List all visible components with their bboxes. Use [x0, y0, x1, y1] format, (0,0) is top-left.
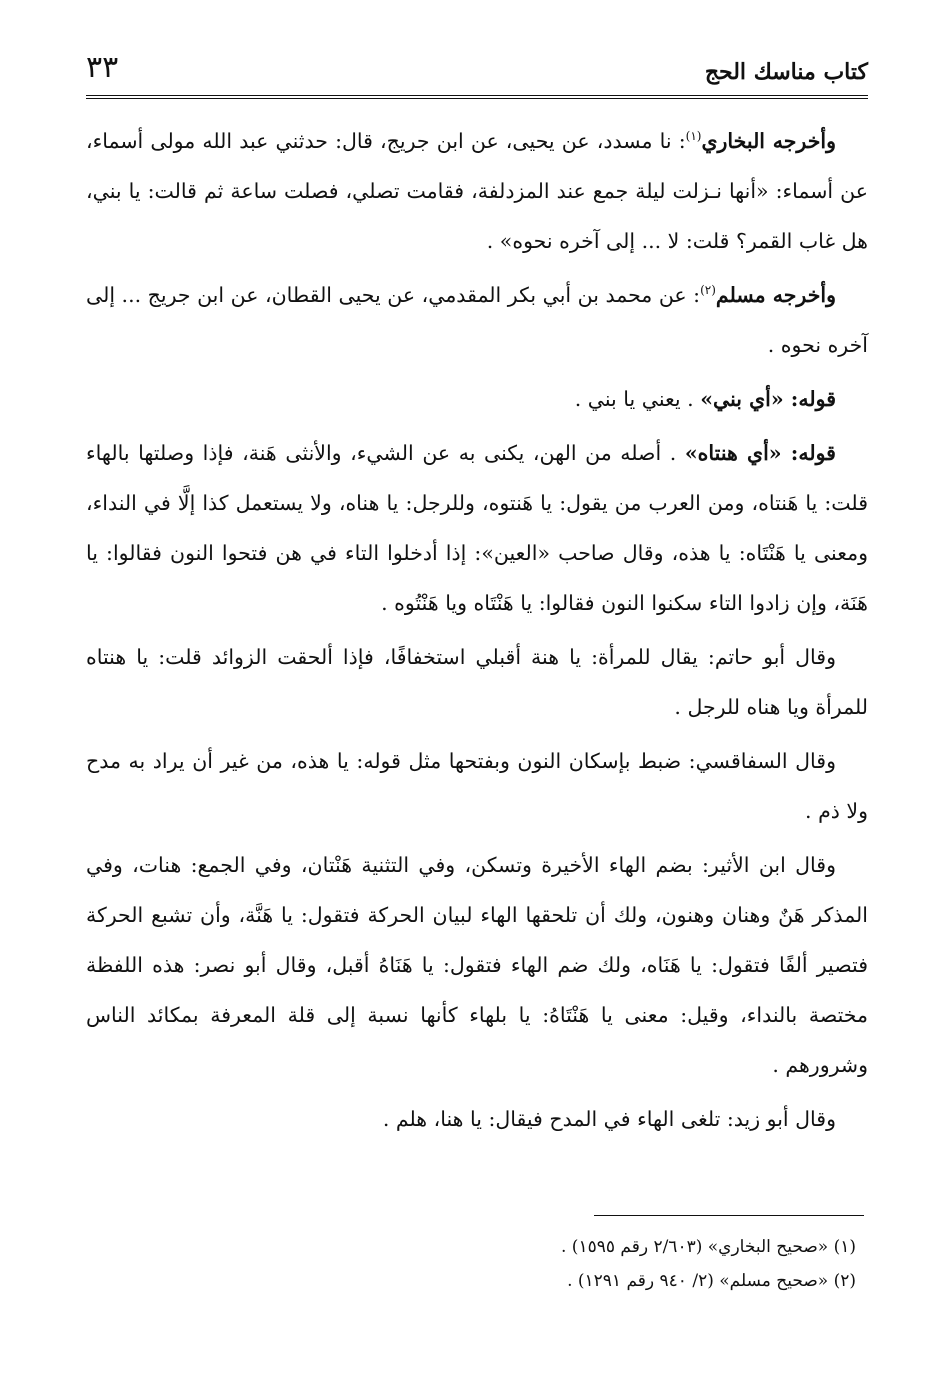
running-title: كتاب مناسك الحج — [704, 59, 868, 85]
paragraph-ibn-athir — [86, 840, 868, 1090]
paragraph-text: . أصله من الهن، يكنى به عن الشيء، والأنثى هَنة، فإذا وصلتها بالهاء قلت: يا هَنتاه، ومن العرب من يقول: يا هَنتوه، وللرجل: يا هناه، ولا يستعمل كذا إلَّا في النداء، ومعنى يا هَنْتَاه: يا هذه، وقال صاحب «العين»: إذا أدخلوا التاء في هن فتحوا النون فقالوا: يا هَنَة، وإن زادوا التاء سكنوا النون فقالوا: يا هَنْتَاه ويا هَنْتُوه . — [86, 441, 868, 615]
paragraph-lead: وأخرجه البخاري — [701, 129, 836, 153]
header-rule — [86, 95, 868, 99]
paragraph-lead: قوله: «أي بني» — [700, 387, 836, 411]
footnote-ref: (٢) — [700, 283, 716, 298]
footnote-ref: (١) — [685, 129, 702, 144]
footnotes — [86, 1230, 856, 1298]
paragraph-abu-zayd — [86, 1094, 868, 1144]
paragraph-bukhari — [86, 116, 868, 266]
paragraph-ay-bunayy — [86, 374, 868, 424]
paragraph-text: وقال السفاقسي: ضبط بإسكان النون وبفتحها مثل قوله: يا هذه، من غير أن يراد به مدح ولا ذم . — [86, 749, 868, 823]
paragraph-text: : نا مسدد، عن يحيى، عن ابن جريج، قال: حدثني عبد الله مولى أسماء، عن أسماء: «أنها نـزلت ليلة جمع عند المزدلفة، فقامت تصلي، فصلت ساعة ثم قالت: يا بني، هل غاب القمر؟ قلت: لا ... إلى آخره نحوه» . — [86, 129, 868, 253]
paragraph-lead: قوله: «أي هنتاه» — [684, 441, 836, 465]
footnote-1: (١) «صحيح البخاري» (٢/٦٠٣ رقم ١٥٩٥) . — [561, 1237, 856, 1257]
paragraph-text: وقال ابن الأثير: بضم الهاء الأخيرة وتسكن، وفي التثنية هَنْتان، وفي الجمع: هنات، وفي المذكر هَنٌ وهنان وهنون، ولك أن تلحقها الهاء لبيان الحركة فتقول: يا هَنَّة، وأن تشبع الحركة فتصير ألفًا فتقول: يا هَنَاه، ولك ضم الهاء فتقول: يا هَنَاهُ أقبل، وقال أبو نصر: هذه اللفظة مختصة بالنداء، وقيل: معنى يا هَنْتَاهُ: يا بلهاء كأنها نسبة إلى قلة المعرفة بمكائد الناس وشرورهم . — [86, 853, 868, 1077]
paragraph-safaqusi — [86, 736, 868, 836]
page-header — [86, 48, 868, 92]
paragraph-ay-hantah — [86, 428, 868, 628]
paragraph-text: : عن محمد بن أبي بكر المقدمي، عن يحيى القطان، عن ابن جريج ... إلى آخره نحوه . — [86, 283, 868, 357]
footnote-2: (٢) «صحيح مسلم» (٢/ ٩٤٠ رقم ١٢٩١) . — [567, 1271, 856, 1291]
paragraph-text: وقال أبو زيد: تلغى الهاء في المدح فيقال: يا هنا، هلم . — [382, 1107, 836, 1131]
page-number: ٣٣ — [86, 50, 119, 85]
paragraph-text: . يعني يا بني . — [574, 387, 694, 411]
paragraph-text: وقال أبو حاتم: يقال للمرأة: يا هنة أقبلي استخفافًا، فإذا ألحقت الزوائد قلت: يا هنتاه للمرأة ويا هناه للرجل . — [86, 645, 868, 719]
main-text — [86, 116, 868, 1148]
paragraph-muslim — [86, 270, 868, 370]
paragraph-abu-hatim — [86, 632, 868, 732]
paragraph-lead: وأخرجه مسلم — [715, 283, 837, 307]
footnote-divider — [594, 1215, 864, 1216]
